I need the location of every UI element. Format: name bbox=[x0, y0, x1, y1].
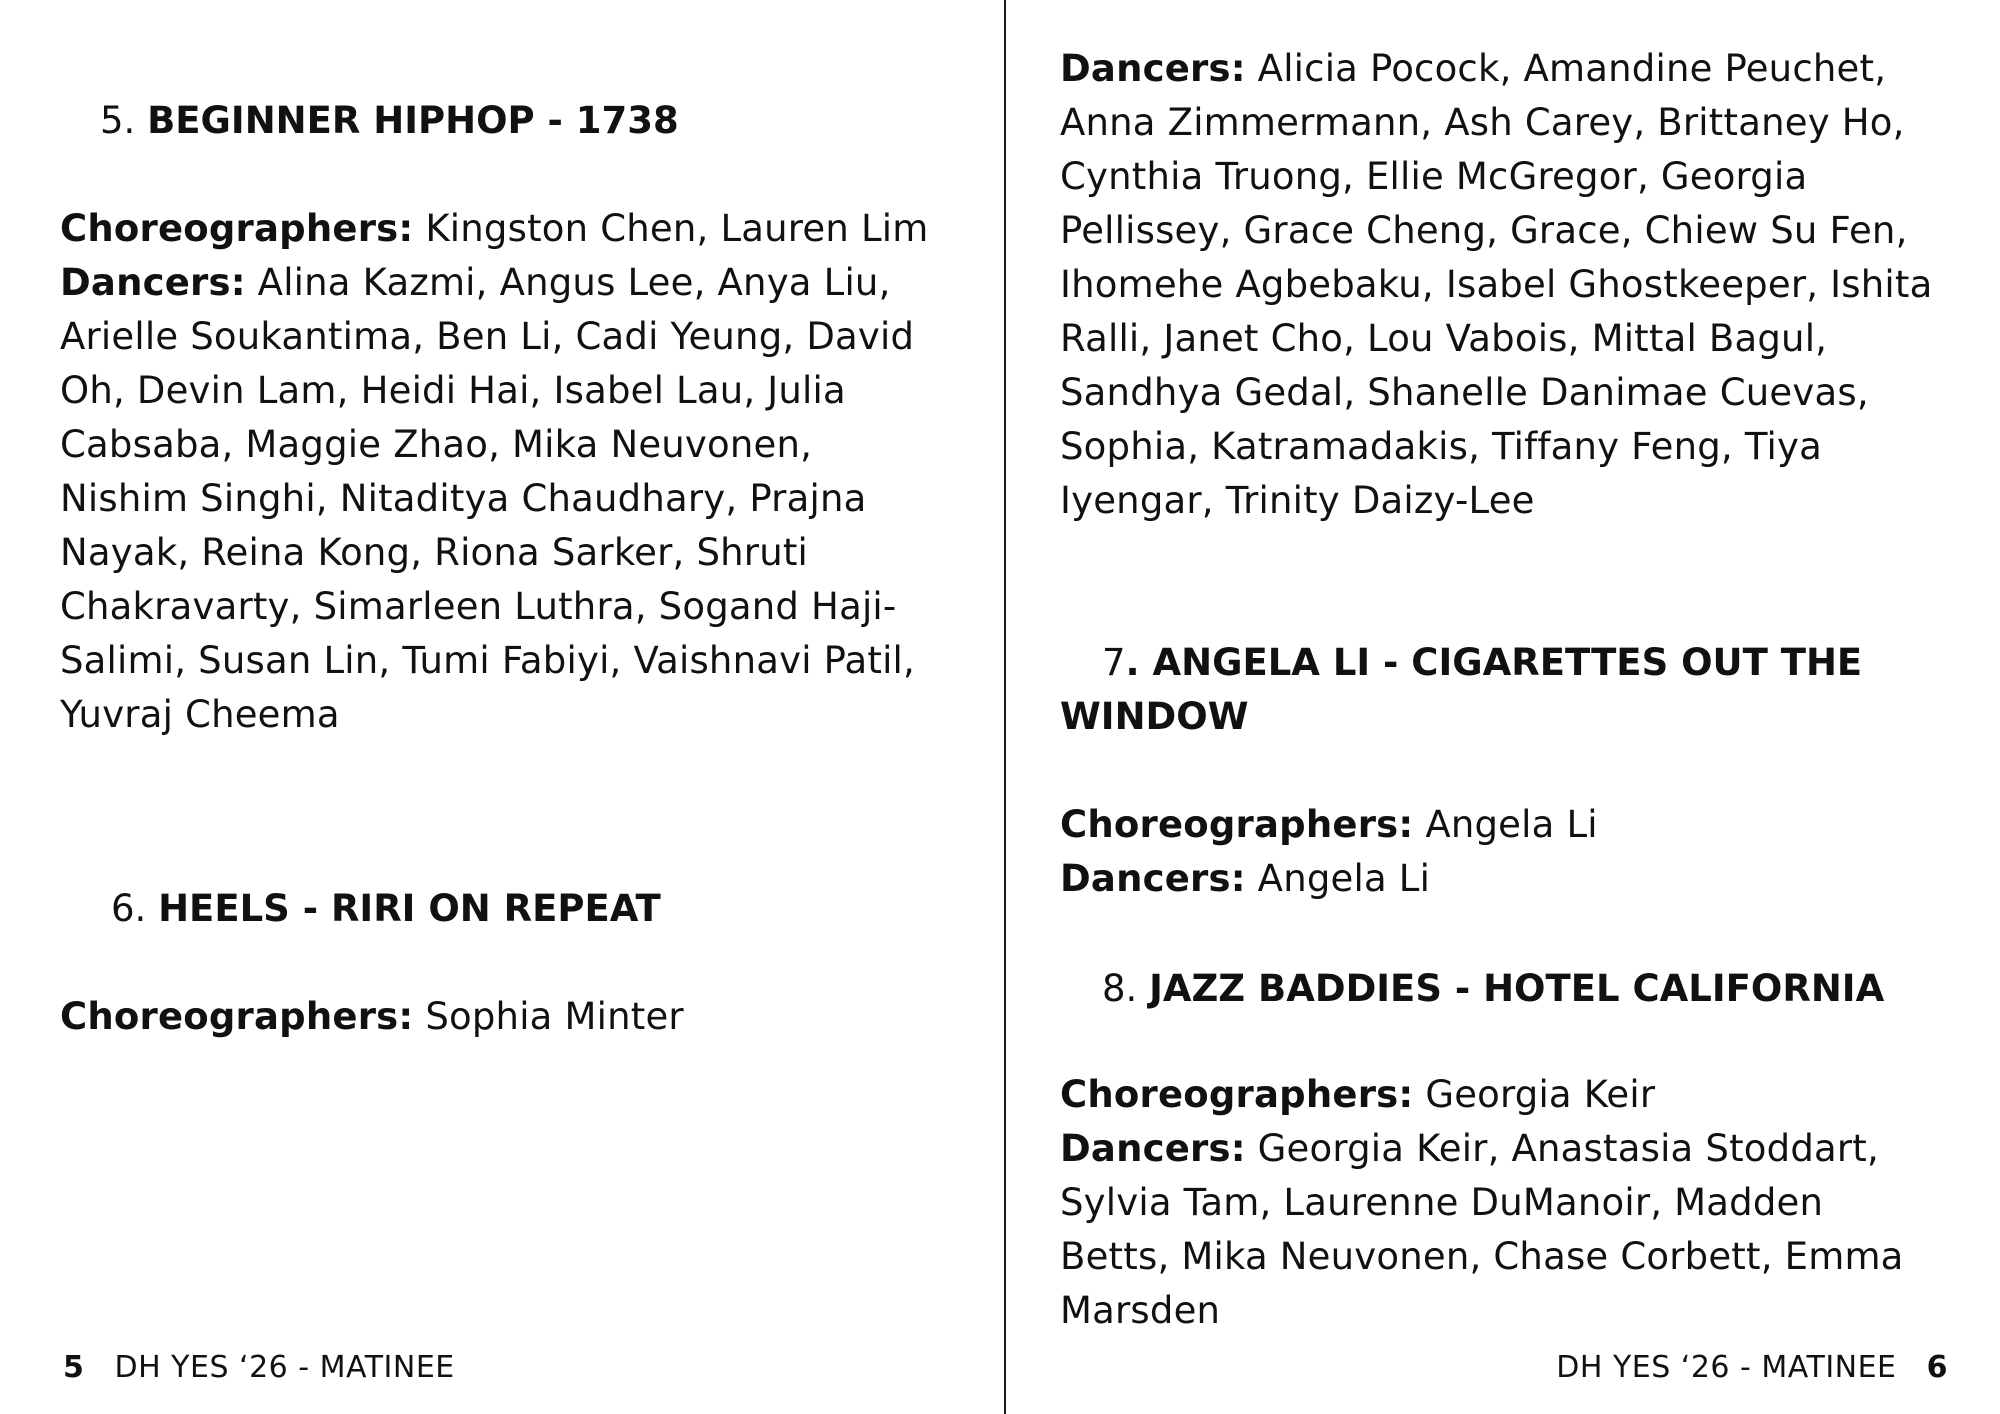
section-8-heading bbox=[1102, 962, 1982, 1016]
dancers-names: Angela Li bbox=[1245, 857, 1431, 900]
choreographers-label: Choreographers: bbox=[60, 995, 414, 1038]
section-5-heading bbox=[100, 94, 980, 148]
section-6-choreographers bbox=[60, 990, 940, 1044]
section-6-title: HEELS - RIRI ON REPEAT bbox=[158, 887, 661, 930]
page-right bbox=[1000, 0, 2000, 1414]
choreographers-names: Sophia Minter bbox=[413, 995, 684, 1038]
page-number: 6 bbox=[1926, 1350, 1948, 1385]
section-5-credits bbox=[60, 202, 940, 742]
choreographers-names: Kingston Chen, Lauren Lim bbox=[413, 207, 929, 250]
section-8-dancers bbox=[1060, 1122, 1940, 1338]
section-6-number: 6. bbox=[111, 887, 159, 930]
dancers-label: Dancers: bbox=[60, 261, 246, 304]
section-7-dancers bbox=[1060, 852, 1940, 906]
footer-right bbox=[1556, 1348, 1948, 1388]
section-8-credits bbox=[1060, 1068, 1940, 1338]
section-7-title: . ANGELA LI - CIGARETTES OUT THE WINDOW bbox=[1060, 641, 1863, 738]
section-5-title: BEGINNER HIPHOP - 1738 bbox=[147, 99, 679, 142]
section-8-choreographers bbox=[1060, 1068, 1940, 1122]
section-5-dancers bbox=[60, 256, 940, 742]
dancers-label: Dancers: bbox=[1060, 47, 1246, 90]
dancers-names: Georgia Keir, Anastasia Stoddart, Sylvia Tam, Laurenne DuManoir, Madden Betts, Mika Neuvonen, Chase Corbett, Emma Marsden bbox=[1060, 1127, 1904, 1332]
section-7-heading bbox=[1060, 636, 1940, 744]
section-6-dancers bbox=[1060, 42, 1940, 528]
page-number: 5 bbox=[63, 1350, 85, 1385]
section-5-choreographers bbox=[60, 202, 940, 256]
section-7-credits bbox=[1060, 798, 1940, 906]
section-6-dancers-continued bbox=[1060, 42, 1940, 528]
section-6-heading bbox=[111, 882, 991, 936]
choreographers-label: Choreographers: bbox=[1060, 803, 1414, 846]
section-8-title: JAZZ BADDIES - HOTEL CALIFORNIA bbox=[1149, 967, 1885, 1010]
choreographers-names: Georgia Keir bbox=[1413, 1073, 1656, 1116]
section-6-credits bbox=[60, 990, 940, 1044]
section-7-choreographers bbox=[1060, 798, 1940, 852]
footer-left bbox=[63, 1348, 455, 1388]
footer-label: DH YES ‘26 - MATINEE bbox=[114, 1350, 455, 1385]
choreographers-names: Angela Li bbox=[1413, 803, 1598, 846]
section-7-number: 7 bbox=[1102, 641, 1126, 684]
choreographers-label: Choreographers: bbox=[60, 207, 414, 250]
choreographers-label: Choreographers: bbox=[1060, 1073, 1414, 1116]
footer-label: DH YES ‘26 - MATINEE bbox=[1556, 1350, 1897, 1385]
dancers-label: Dancers: bbox=[1060, 857, 1246, 900]
section-8-number: 8. bbox=[1102, 967, 1150, 1010]
dancers-names: Alina Kazmi, Angus Lee, Anya Liu, Arielle Soukantima, Ben Li, Cadi Yeung, David Oh, Devin Lam, Heidi Hai, Isabel Lau, Julia Cabsaba, Maggie Zhao, Mika Neuvonen, Nishim Singhi, Nitaditya Chaudhary, Prajna Nayak, Reina Kong, Riona Sarker, Shruti Chakravarty, Simarleen Luthra, Sogand Haji-Salimi, Susan Lin, Tumi Fabiyi, Vaishnavi Patil, Yuvraj Cheema bbox=[60, 261, 915, 736]
dancers-names: Alicia Pocock, Amandine Peuchet, Anna Zimmermann, Ash Carey, Brittaney Ho, Cynthia Truong, Ellie McGregor, Georgia Pellissey, Grace Cheng, Grace, Chiew Su Fen, Ihomehe Agbebaku, Isabel Ghostkeeper, Ishita Ralli, Janet Cho, Lou Vabois, Mittal Bagul, Sandhya Gedal, Shanelle Danimae Cuevas, Sophia, Katramadakis, Tiffany Feng, Tiya Iyengar, Trinity Daizy-Lee bbox=[1060, 47, 1933, 522]
section-5-number: 5. bbox=[100, 99, 148, 142]
dancers-label: Dancers: bbox=[1060, 1127, 1246, 1170]
